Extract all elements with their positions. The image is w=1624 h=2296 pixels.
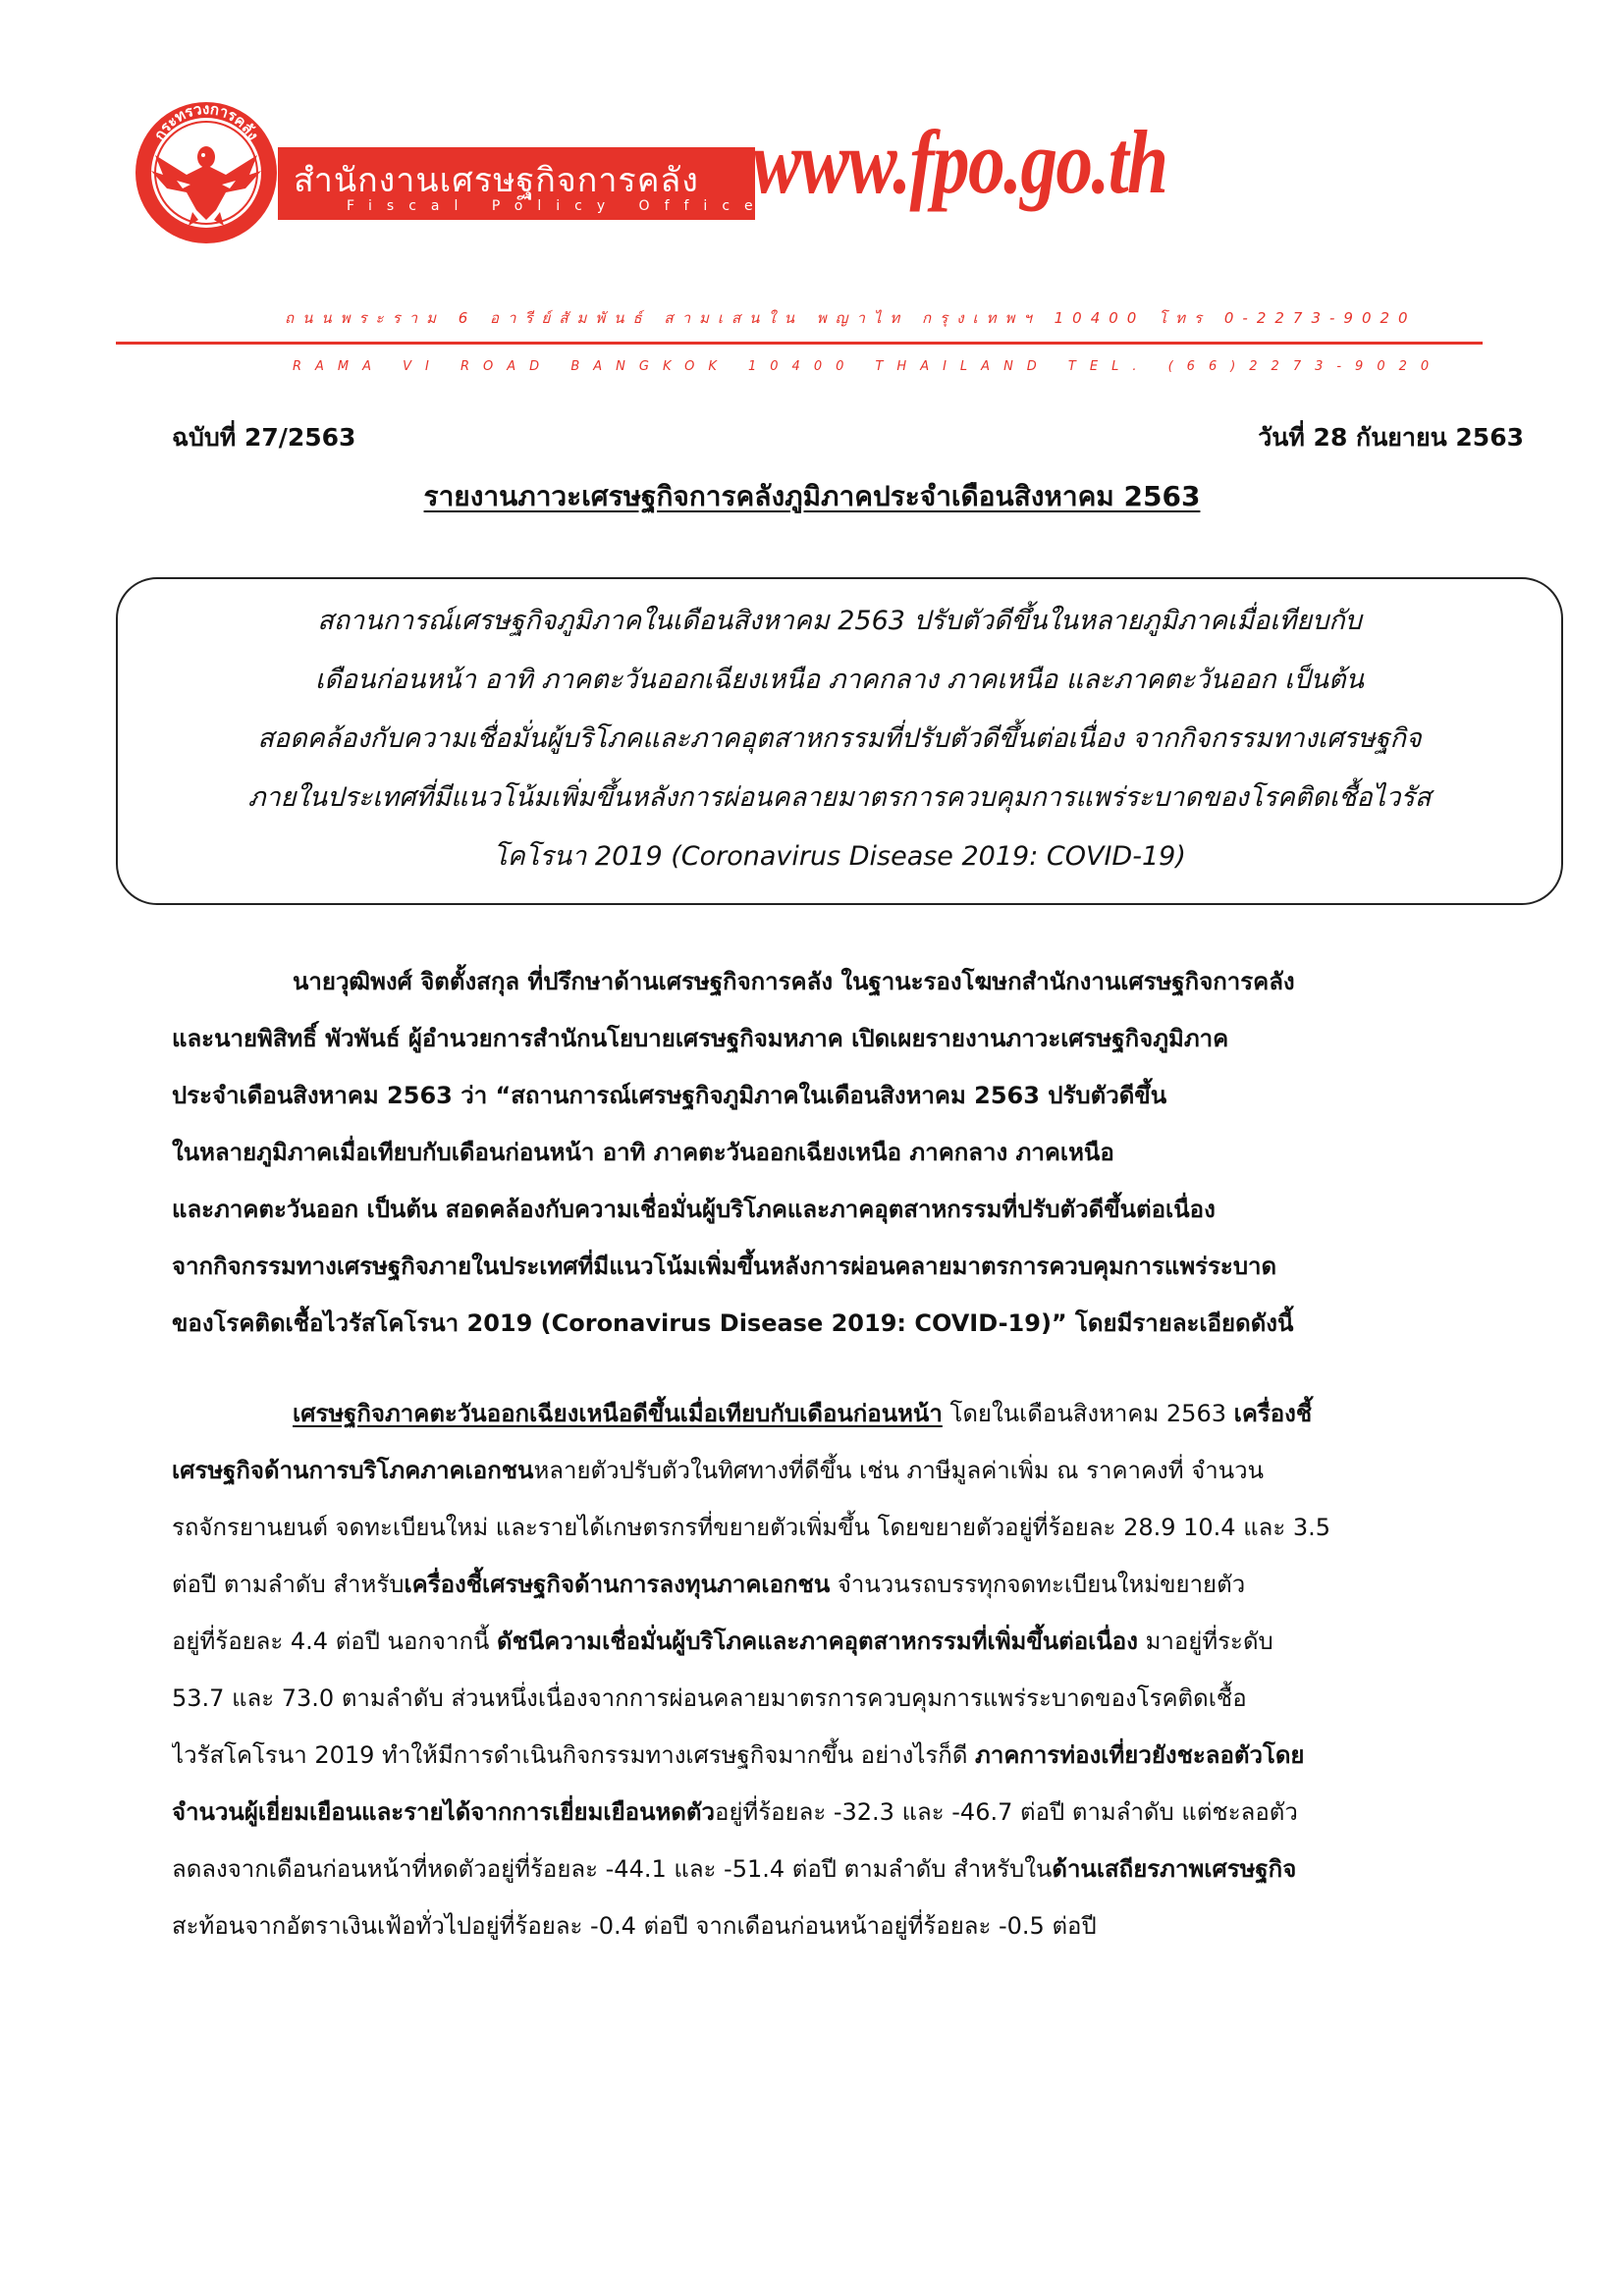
bold-run: ด้านเสถียรภาพเศรษฐกิจ — [1052, 1855, 1297, 1883]
paragraph-line: นายวุฒิพงศ์ จิตตั้งสกุล ที่ปรึกษาด้านเศรษฐกิจการคลัง ในฐานะรองโฆษกสำนักงานเศรษฐกิจการคลัง — [293, 968, 1295, 995]
section-heading-northeast: เศรษฐกิจภาคตะวันออกเฉียงเหนือดีขึ้นเมื่อเทียบกับเดือนก่อนหน้า — [293, 1400, 943, 1427]
text-run: มาอยู่ที่ระดับ — [1137, 1628, 1273, 1655]
summary-line: ภายในประเทศที่มีแนวโน้มเพิ่มขึ้นหลังการผ่อนคลายมาตรการควบคุมการแพร่ระบาดของโรคติดเชื้อไวรัส — [247, 782, 1432, 813]
issue-number: ฉบับที่ 27/2563 — [172, 423, 356, 452]
summary-line: เดือนก่อนหน้า อาทิ ภาคตะวันออกเฉียงเหนือ ภาคกลาง ภาคเหนือ และภาคตะวันออก เป็นต้น — [314, 665, 1365, 695]
website-url[interactable]: www.fpo.go.th — [752, 112, 1167, 212]
agency-name-th: สำนักงานเศรษฐกิจการคลัง — [294, 161, 699, 200]
paragraph-line: ของโรคติดเชื้อไวรัสโคโรนา 2019 (Coronavirus Disease 2019: COVID-19)” โดยมีรายละเอียดดังนี้ — [172, 1309, 1294, 1337]
paragraph-line — [172, 1565, 1517, 1603]
text-run: หลายตัวปรับตัวในทิศทางที่ดีขึ้น เช่น ภาษีมูลค่าเพิ่ม ณ ราคาคงที่ จำนวน — [533, 1457, 1265, 1484]
address-en: RAMA VI ROAD BANGKOK 10400 THAILAND TEL. (66)2273-9020 — [293, 359, 1443, 374]
agency-name-en: Fiscal Policy Office — [347, 198, 768, 214]
text-run: โดยในเดือนสิงหาคม 2563 — [942, 1400, 1234, 1427]
paragraph-line: รถจักรยานยนต์ จดทะเบียนใหม่ และรายได้เกษตรกรที่ขยายตัวเพิ่มขึ้น โดยขยายตัวอยู่ที่ร้อยละ 28.9 10.4 และ 3.5 — [172, 1514, 1331, 1541]
header-divider — [116, 342, 1483, 345]
bold-run: ภาคการท่องเที่ยวยังชะลอตัวโดย — [975, 1741, 1305, 1769]
text-run: ต่อปี ตามลำดับ สำหรับ — [172, 1571, 405, 1598]
garuda-seal-icon — [132, 94, 281, 249]
paragraph-line: 53.7 และ 73.0 ตามลำดับ ส่วนหนึ่งเนื่องจากการผ่อนคลายมาตรการควบคุมการแพร่ระบาดของโรคติดเชื้อ — [172, 1684, 1247, 1712]
report-title: รายงานภาวะเศรษฐกิจการคลังภูมิภาคประจำเดือนสิงหาคม 2563 — [423, 480, 1201, 512]
text-run: อยู่ที่ร้อยละ 4.4 ต่อปี นอกจากนี้ — [172, 1628, 498, 1655]
paragraph-line — [172, 1792, 1517, 1831]
issue-date: วันที่ 28 กันยายน 2563 — [1258, 423, 1524, 452]
text-run: อยู่ที่ร้อยละ -32.3 และ -46.7 ต่อปี ตามลำดับ แต่ชะลอตัว — [714, 1798, 1298, 1826]
paragraph-line — [172, 1451, 1517, 1489]
bold-run: เครื่องชี้เศรษฐกิจด้านการลงทุนภาคเอกชน — [404, 1571, 831, 1598]
summary-line: สถานการณ์เศรษฐกิจภูมิภาคในเดือนสิงหาคม 2563 ปรับตัวดีขึ้นในหลายภูมิภาคเมื่อเทียบกับ — [317, 606, 1362, 636]
paragraph-line — [172, 1622, 1517, 1660]
bold-run: จำนวนผู้เยี่ยมเยือนและรายได้จากการเยี่ยมเยือนหดตัว — [172, 1798, 715, 1826]
paragraph-line: สะท้อนจากอัตราเงินเฟ้อทั่วไปอยู่ที่ร้อยละ -0.4 ต่อปี จากเดือนก่อนหน้าอยู่ที่ร้อยละ -0.5 ต่อปี — [172, 1912, 1097, 1940]
bold-run: ดัชนีความเชื่อมั่นผู้บริโภคและภาคอุตสาหกรรมที่เพิ่มขึ้นต่อเนื่อง — [497, 1628, 1138, 1655]
paragraph-line: ประจำเดือนสิงหาคม 2563 ว่า “สถานการณ์เศรษฐกิจภูมิภาคในเดือนสิงหาคม 2563 ปรับตัวดีขึ้น — [172, 1082, 1167, 1109]
paragraph-line — [293, 1394, 1517, 1432]
summary-line: โคโรนา 2019 (Coronavirus Disease 2019: COVID-19) — [493, 841, 1186, 872]
paragraph-line: และนายพิสิทธิ์ พัวพันธ์ ผู้อำนวยการสำนักนโยบายเศรษฐกิจมหภาค เปิดเผยรายงานภาวะเศรษฐกิจภูมิภาค — [172, 1025, 1229, 1052]
summary-box — [116, 577, 1563, 905]
letterhead — [0, 0, 1624, 393]
summary-line: สอดคล้องกับความเชื่อมั่นผู้บริโภคและภาคอุตสาหกรรมที่ปรับตัวดีขึ้นต่อเนื่อง จากกิจกรรมทางเศรษฐกิจ — [257, 723, 1422, 754]
address-th: ถนนพระราม 6 อารีย์สัมพันธ์ สามเสนใน พญาไท กรุงเทพฯ 10400 โทร 0-2273-9020 — [285, 309, 1417, 327]
paragraph-line: จากกิจกรรมทางเศรษฐกิจภายในประเทศที่มีแนวโน้มเพิ่มขึ้นหลังการผ่อนคลายมาตรการควบคุมการแพร่ระบาด — [172, 1253, 1277, 1280]
text-run: จำนวนรถบรรทุกจดทะเบียนใหม่ขยายตัว — [830, 1571, 1246, 1598]
paragraph-line — [172, 1849, 1517, 1888]
fpo-seal-logo — [132, 94, 281, 249]
text-run: ลดลงจากเดือนก่อนหน้าที่หดตัวอยู่ที่ร้อยละ -44.1 และ -51.4 ต่อปี ตามลำดับ สำหรับใน — [172, 1855, 1053, 1883]
bold-run: เศรษฐกิจด้านการบริโภคภาคเอกชน — [172, 1457, 534, 1484]
text-run: ไวรัสโคโรนา 2019 ทำให้มีการดำเนินกิจกรรมทางเศรษฐกิจมากขึ้น อย่างไรก็ดี — [172, 1741, 976, 1769]
paragraph-line: ในหลายภูมิภาคเมื่อเทียบกับเดือนก่อนหน้า อาทิ ภาคตะวันออกเฉียงเหนือ ภาคกลาง ภาคเหนือ — [172, 1139, 1114, 1166]
bold-run: เครื่องชี้ — [1233, 1400, 1313, 1427]
agency-name-banner — [278, 147, 768, 220]
paragraph-line: และภาคตะวันออก เป็นต้น สอดคล้องกับความเชื่อมั่นผู้บริโภคและภาคอุตสาหกรรมที่ปรับตัวดีขึ้นต่อเนื่อง — [172, 1196, 1216, 1223]
paragraph-line — [172, 1735, 1517, 1774]
seal-lettering: กระทรวงการคลัง — [150, 99, 263, 143]
